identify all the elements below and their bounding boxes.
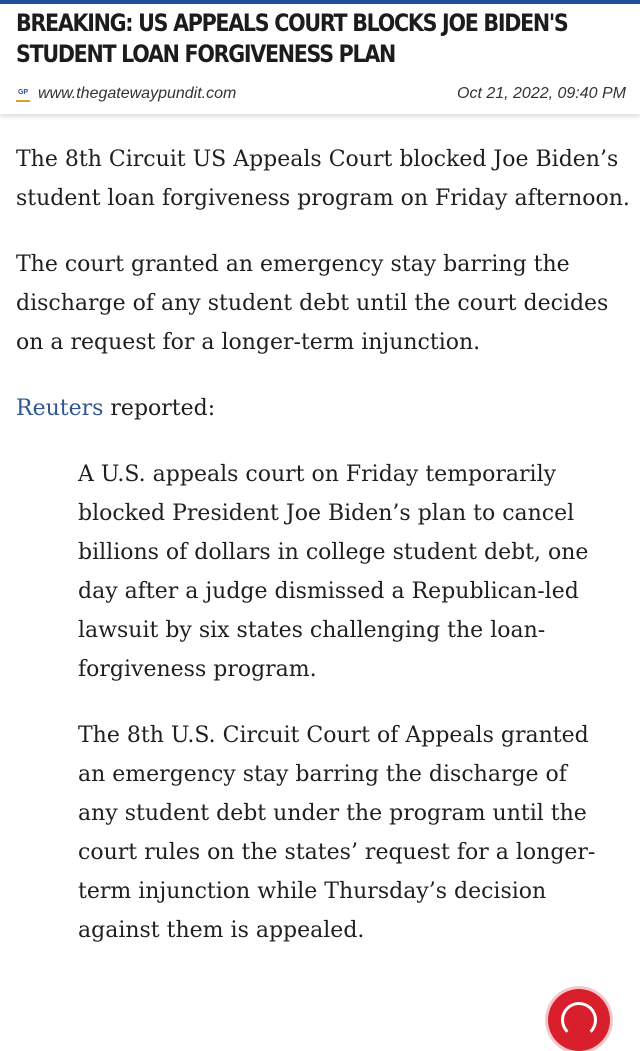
paragraph-3 [16, 389, 630, 428]
paragraph-1: The 8th Circuit US Appeals Court blocked Joe Biden’s student loan forgiveness program on Friday afternoon. [16, 147, 630, 211]
paragraph-2: The court granted an emergency stay barring the discharge of any student debt until the court decides on a request for a longer-term injunction. [16, 252, 609, 355]
share-fab-button[interactable] [548, 989, 610, 1051]
quote-paragraph-1: A U.S. appeals court on Friday temporarily blocked President Joe Biden’s plan to cancel billions of dollars in college student debt, one day after a judge dismissed a Republican-led lawsuit by six states challenging the loan-forgiveness program. [78, 462, 589, 682]
article-header [0, 0, 640, 114]
quote-paragraph-2: The 8th U.S. Circuit Court of Appeals granted an emergency stay barring the discharge of any student debt under the program until the court rules on the states’ request for a longer-term injunction while Thursday’s decision against them is appealed. [78, 723, 596, 943]
source-url[interactable]: www.thegatewaypundit.com [38, 85, 237, 102]
gp-logo-icon: GP [16, 88, 30, 102]
article-headline: BREAKING: US APPEALS COURT BLOCKS JOE BIDEN'S STUDENT LOAN FORGIVENESS PLAN [16, 9, 568, 68]
share-button-icon [561, 1002, 597, 1038]
source-row [16, 83, 626, 107]
article-body [16, 140, 630, 977]
reported-text: reported: [103, 396, 216, 421]
blockquote [78, 455, 598, 950]
top-accent-bar [0, 0, 640, 4]
reuters-link[interactable]: Reuters [16, 396, 104, 421]
publish-date: Oct 21, 2022, 09:40 PM [457, 85, 626, 102]
